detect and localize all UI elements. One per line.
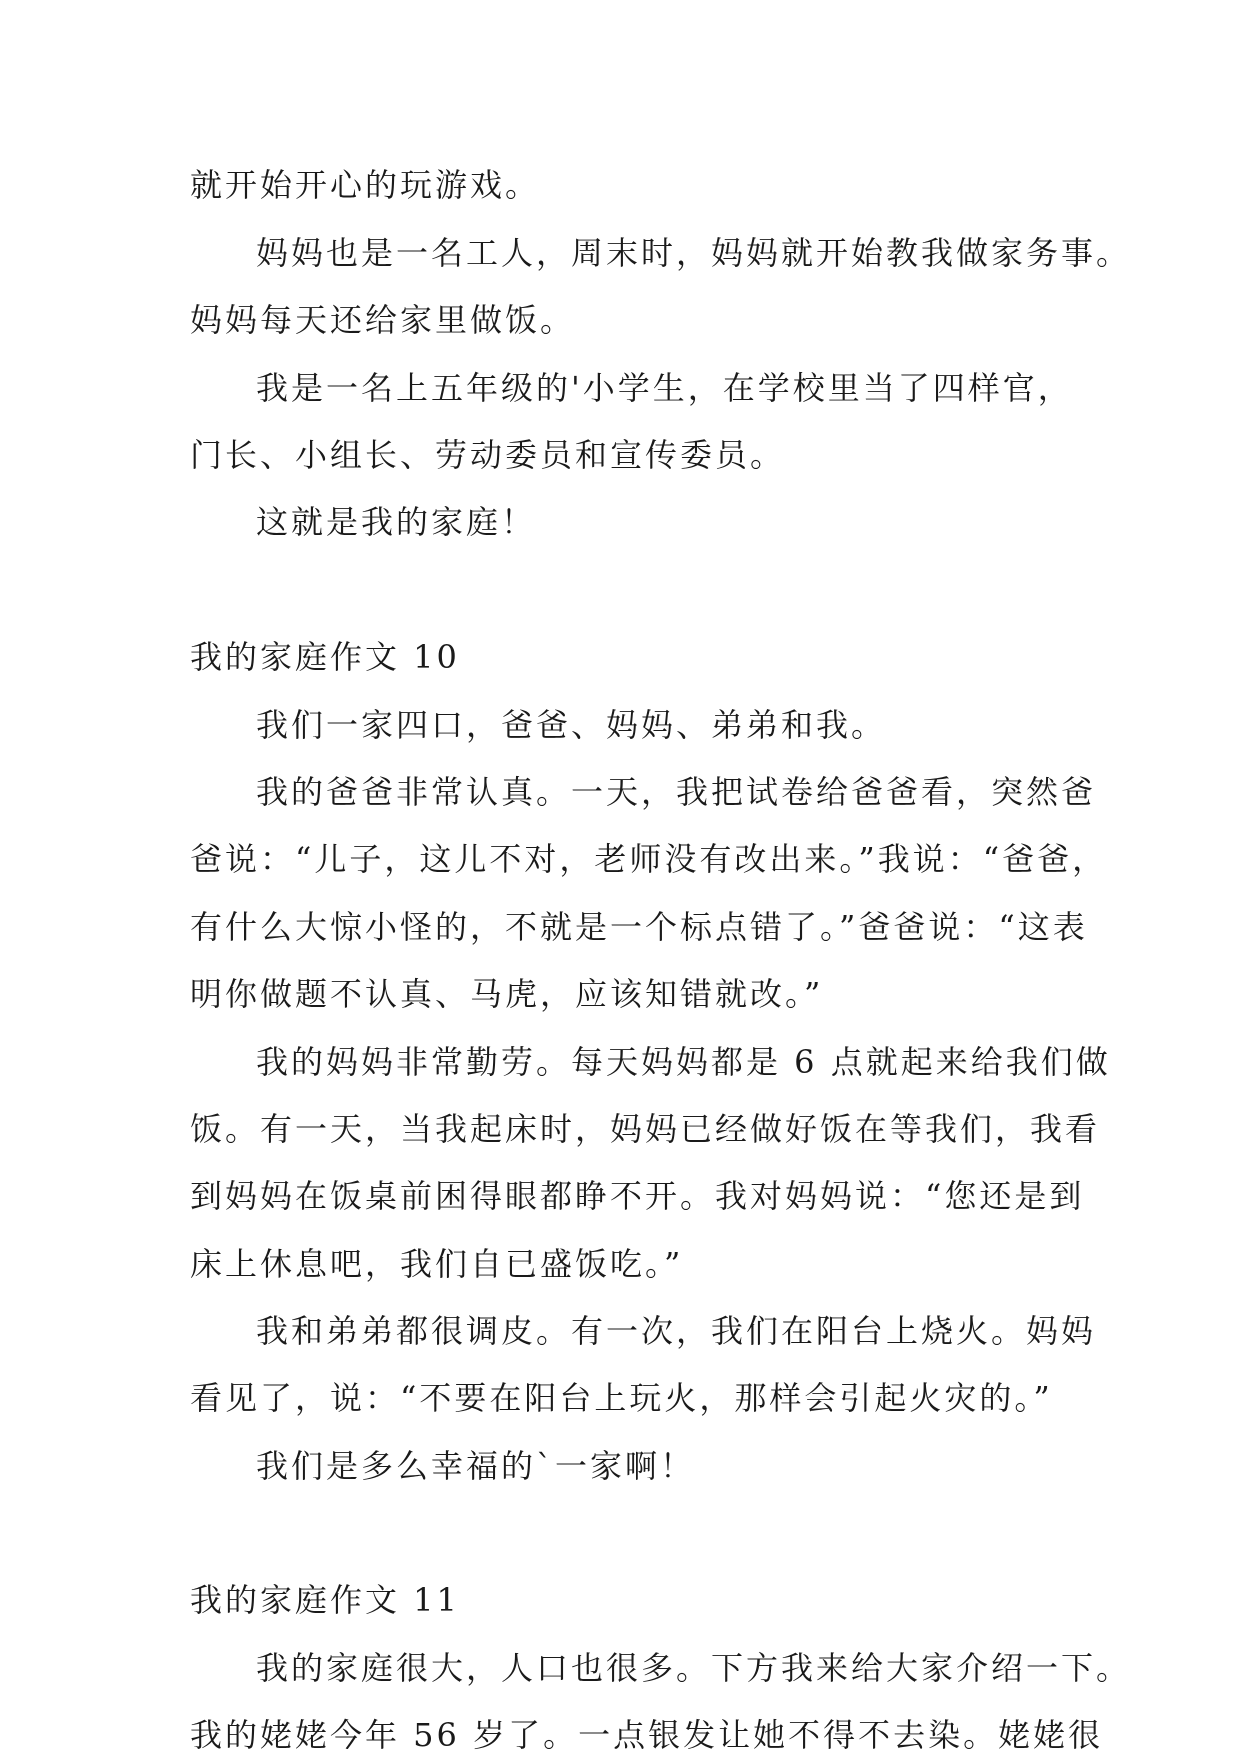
- text-line: 这就是我的家庭！: [256, 503, 537, 541]
- text-line: 我的姥姥今年 56 岁了。一点银发让她不得不去染。姥姥很: [190, 1716, 1104, 1754]
- text-line: 明你做题不认真、马虎，应该知错就改。”: [190, 975, 824, 1013]
- section-heading: 我的家庭作文 11: [190, 1581, 460, 1619]
- text-line: 我的家庭很大，人口也很多。下方我来给大家介绍一下。: [256, 1649, 1132, 1687]
- text-line: 妈妈也是一名工人，周末时，妈妈就开始教我做家务事。: [256, 234, 1132, 272]
- text-line: 爸说：“儿子，这儿不对，老师没有改出来。”我说：“爸爸，: [190, 840, 1108, 878]
- text-line: 门长、小组长、劳动委员和宣传委员。: [190, 436, 786, 474]
- text-line: 我们是多么幸福的`一家啊！: [256, 1447, 696, 1485]
- section-heading: 我的家庭作文 10: [190, 638, 460, 676]
- text-line: 饭。有一天，当我起床时，妈妈已经做好饭在等我们，我看: [190, 1110, 1101, 1148]
- text-line: 我是一名上五年级的'小学生，在学校里当了四样官，: [256, 369, 1073, 407]
- text-line: 我们一家四口，爸爸、妈妈、弟弟和我。: [256, 706, 887, 744]
- text-line: 我的爸爸非常认真。一天，我把试卷给爸爸看，突然爸: [256, 773, 1097, 811]
- text-line: 妈妈每天还给家里做饭。: [190, 301, 576, 339]
- text-line: 就开始开心的玩游戏。: [190, 166, 541, 204]
- text-line: 有什么大惊小怪的，不就是一个标点错了。”爸爸说：“这表: [190, 908, 1088, 946]
- text-line: 床上休息吧，我们自已盛饭吃。”: [190, 1245, 684, 1283]
- text-line: 我和弟弟都很调皮。有一次，我们在阳台上烧火。妈妈: [256, 1312, 1097, 1350]
- text-line: 看见了，说：“不要在阳台上玩火，那样会引起火灾的。”: [190, 1379, 1053, 1417]
- text-line: 我的妈妈非常勤劳。每天妈妈都是 6 点就起来给我们做: [256, 1043, 1111, 1081]
- text-line: 到妈妈在饭桌前困得眼都睁不开。我对妈妈说：“您还是到: [190, 1177, 1085, 1215]
